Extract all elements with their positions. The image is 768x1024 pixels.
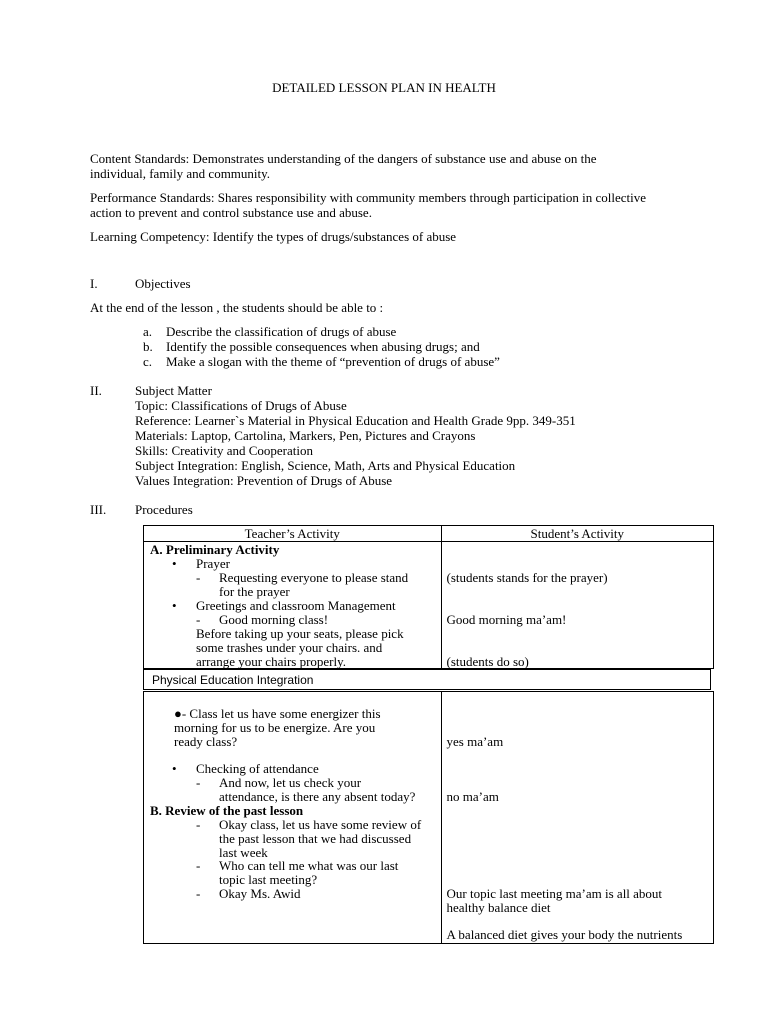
procedures-numeral: III. — [90, 502, 107, 517]
student-cell — [441, 692, 713, 944]
subject-matter-line: Topic: Classifications of Drugs of Abuse — [135, 398, 347, 413]
objective-text: Make a slogan with the theme of “prevention of drugs of abuse” — [166, 354, 500, 369]
header-student: Student’s Activity — [441, 526, 713, 542]
section-a-heading: A. Preliminary Activity — [150, 542, 280, 557]
subject-matter — [135, 383, 576, 488]
procedures-table — [143, 525, 714, 944]
bullet-icon: • — [172, 761, 177, 776]
dash-icon: - — [196, 612, 201, 627]
student-cell — [441, 542, 713, 669]
objective-letter: c. — [143, 354, 153, 369]
review-text: topic last meeting? — [219, 872, 318, 887]
review-text: Okay Ms. Awid — [219, 886, 301, 901]
energizer-text: morning for us to be energize. Are you — [174, 720, 376, 735]
greetings-label: Greetings and classroom Management — [196, 598, 396, 613]
student-response: healthy balance diet — [446, 900, 551, 915]
subject-matter-line: Materials: Laptop, Cartolina, Markers, Pen, Pictures and Crayons — [135, 428, 476, 443]
student-response: yes ma’am — [446, 734, 504, 749]
objective-letter: a. — [143, 324, 153, 339]
teacher-cell — [144, 542, 442, 669]
attendance-text: And now, let us check your — [219, 775, 362, 790]
objective-item — [143, 339, 500, 354]
objective-text: Describe the classification of drugs of abuse — [166, 324, 397, 339]
student-response: no ma’am — [446, 789, 499, 804]
objectives-numeral: I. — [90, 276, 98, 291]
bullet-icon: • — [172, 598, 177, 613]
objective-item — [143, 354, 500, 369]
greetings-text: some trashes under your chairs. and — [196, 640, 383, 655]
objectives-intro: At the end of the lesson , the students should be able to : — [90, 300, 384, 315]
content-standards: Content Standards: Demonstrates understanding of the dangers of substance use and abuse on the individual, family and community. — [90, 151, 597, 181]
energizer-text: ●- Class let us have some energizer this — [174, 706, 381, 721]
attendance-text: attendance, is there any absent today? — [219, 789, 416, 804]
table-row — [144, 542, 714, 669]
prayer-text: for the prayer — [219, 584, 290, 599]
review-text: Who can tell me what was our last — [219, 858, 399, 873]
learning-competency: Learning Competency: Identify the types of drugs/substances of abuse — [90, 229, 457, 244]
attendance-label: Checking of attendance — [196, 761, 319, 776]
performance-standards: Performance Standards: Shares responsibility with community members through participation in collective action to prevent and control substance use and abuse. — [90, 190, 646, 220]
review-text: last week — [219, 845, 268, 860]
objectives-list — [143, 324, 500, 369]
student-response: A balanced diet gives your body the nutrients — [446, 927, 683, 942]
dash-icon: - — [196, 886, 201, 901]
subject-matter-line: Values Integration: Prevention of Drugs of Abuse — [135, 473, 393, 488]
section-b-heading: B. Review of the past lesson — [150, 803, 304, 818]
greetings-text: arrange your chairs properly. — [196, 654, 347, 669]
review-text: the past lesson that we had discussed — [219, 831, 412, 846]
prayer-text: Requesting everyone to please stand — [219, 570, 409, 585]
subject-matter-line: Skills: Creativity and Cooperation — [135, 443, 314, 458]
page-title: DETAILED LESSON PLAN IN HEALTH — [272, 80, 496, 95]
table-row — [144, 692, 714, 944]
objective-letter: b. — [143, 339, 153, 354]
subject-matter-line: Subject Integration: English, Science, Math, Arts and Physical Education — [135, 458, 516, 473]
bullet-icon: • — [172, 556, 177, 571]
table-header-row — [144, 526, 714, 542]
subject-matter-numeral: II. — [90, 383, 102, 398]
dash-icon: - — [196, 775, 201, 790]
greetings-text: Good morning class! — [219, 612, 329, 627]
subject-matter-heading: Subject Matter — [135, 383, 212, 398]
header-teacher: Teacher’s Activity — [144, 526, 442, 542]
procedures-heading: Procedures — [135, 502, 193, 517]
objectives-heading: Objectives — [135, 276, 191, 291]
objective-item — [143, 324, 500, 339]
greetings-text: Before taking up your seats, please pick — [196, 626, 404, 641]
dash-icon: - — [196, 570, 201, 585]
pe-integration-banner: Physical Education Integration — [143, 669, 711, 690]
prayer-label: Prayer — [196, 556, 230, 571]
dash-icon: - — [196, 817, 201, 832]
review-text: Okay class, let us have some review of — [219, 817, 422, 832]
student-response: Our topic last meeting ma’am is all about — [446, 886, 663, 901]
dash-icon: - — [196, 858, 201, 873]
teacher-cell — [144, 692, 442, 944]
objective-text: Identify the possible consequences when abusing drugs; and — [166, 339, 480, 354]
student-response: (students do so) — [446, 654, 529, 669]
subject-matter-line: Reference: Learner`s Material in Physical Education and Health Grade 9pp. 349-351 — [135, 413, 576, 428]
student-response: (students stands for the prayer) — [446, 570, 608, 585]
energizer-text: ready class? — [174, 734, 238, 749]
student-response: Good morning ma’am! — [446, 612, 567, 627]
